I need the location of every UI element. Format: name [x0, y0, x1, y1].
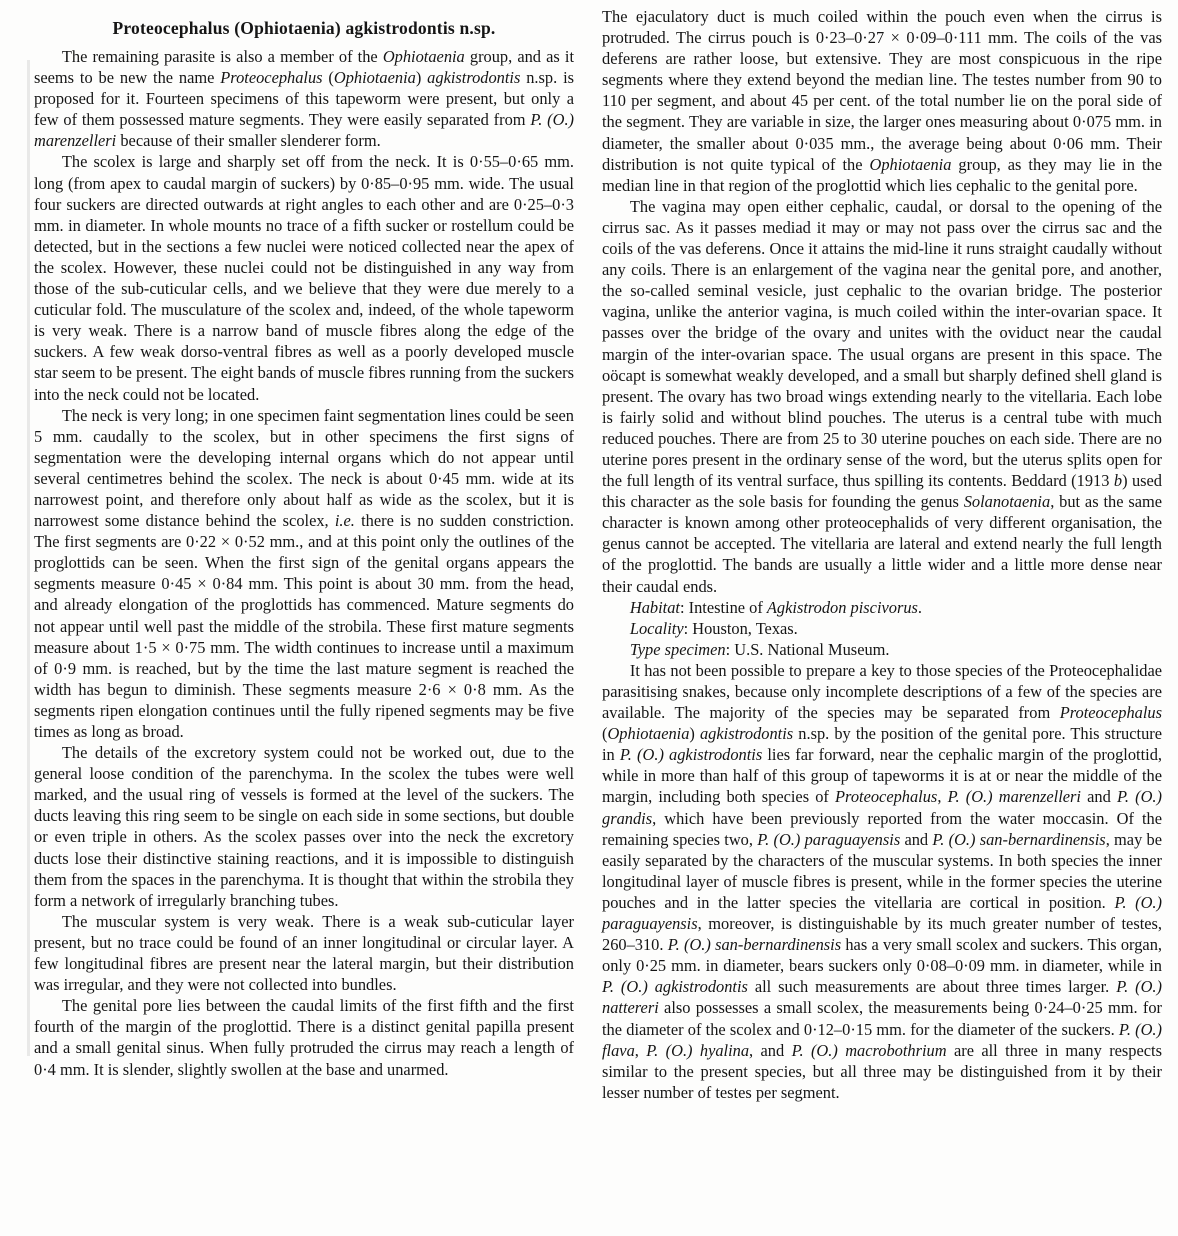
- italic-taxon-text: agkistrodontis: [427, 68, 521, 88]
- left-column-paragraphs: [34, 46, 574, 1080]
- italic-taxon-text: Habitat: [629, 597, 680, 617]
- taxon-entry-line: Type specimen: U.S. National Museum.: [629, 639, 890, 659]
- italic-taxon-text: Solanotaenia: [963, 492, 1051, 512]
- taxon-entry-line: Locality: Houston, Texas.: [629, 618, 798, 638]
- italic-taxon-text: Agkistrodon piscivorus: [766, 597, 918, 617]
- taxon-entry-line: Habitat: Intestine of Agkistrodon piscivorus.: [629, 597, 923, 617]
- italic-taxon-text: P. (O.) macrobothrium: [791, 1040, 947, 1060]
- italic-taxon-text: agkistrodontis: [699, 724, 794, 744]
- italic-taxon-text: Locality: [629, 618, 684, 638]
- italic-taxon-text: Ophiotaenia: [382, 47, 465, 66]
- paragraph: The vagina may open either cephalic, caudal, or dorsal to the opening of the cirrus sac. As it passes mediad it may or may not pass over the cirrus sac and the coils of the vas deferens. Once it attains the mid-line it runs straight caudally without any coils. There is an enlargement of the vagina near the genital pore, and another, the so-called seminal vesicle, just cephalic to the ovarian bridge. The posterior vagina, unlike the anterior vagina, is much coiled within the inter-ovarian space. It passes over the bridge of the ovary and unites with the oviduct near the caudal margin of the inter-ovarian space. The usual organs are present in this space. The oöcapt is somewhat weakly developed, and a small but sharply defined shell gland is present. The ovary has two broad wings extending nearly to the vitellaria. Each lobe is fairly solid and without blind pouches. The uterus is a central tube with much reduced pouches. There are from 25 to 30 uterine pouches on each side. There are no uterine pores present in the ordinary sense of the word, but the uterus splits open for the full length of its ventral surface, thus spilling its contents. Beddard (1913 b) used this character as the sole basis for founding the genus Solanotaenia, but as the same character is known among other proteocephalids of very different organisation, the genus cannot be accepted. The vitellaria are lateral and extend nearly the full length of the proglottid. The bands are usually a little wider and a little more dense near their caudal ends.: [602, 196, 1162, 596]
- paragraph: The genital pore lies between the caudal limits of the first fifth and the first fourth of the margin of the proglottid. There is a distinct genital papilla present and a small genital sinus. When fully protruded the cirrus may reach a length of 0·4 mm. It is slender, slightly swollen at the base and unarmed.: [34, 996, 574, 1079]
- italic-taxon-text: P. (O.) marenzelleri: [34, 110, 574, 151]
- paragraph: The muscular system is very weak. There is a weak sub-cuticular layer present, but no trace could be found of an inner longitudinal or circular layer. A few longitudinal fibres are present near the lateral margin, but their distribution was irregular, and they were not collected into bundles.: [34, 911, 574, 995]
- paragraph: The remaining parasite is also a member of the Ophiotaenia group, and as it seems to be new the name Proteocephalus (Ophiotaenia) agkistrodontis n.sp. is proposed for it. Fourteen specimens of this tapeworm were present, but only a few of them possessed mature segments. They were easily separated from P. (O.) marenzelleri because of their smaller slenderer form.: [34, 47, 575, 151]
- right-column-paragraphs: [602, 6, 1162, 1103]
- italic-taxon-text: Proteocephalus: [835, 787, 938, 807]
- italic-taxon-text: P. (O.) paraguayensis: [602, 892, 1162, 934]
- italic-taxon-text: Ophiotaenia: [607, 724, 690, 744]
- paragraph: The details of the excretory system could not be worked out, due to the general loose condition of the parenchyma. In the scolex the tubes were well marked, and the usual ring of vessels is formed at the level of the suckers. The ducts leaving this ring seem to be single on each side in some sections, but double or even triple in others. As the scolex passes over into the neck the excretory ducts lose their distinctive staining reactions, and it is impossible to distinguish them from the spaces in the parenchyma. It is thought that within the strobila they form a network of irregularly branching tubes.: [34, 743, 574, 910]
- italic-taxon-text: P. (O.) flava: [602, 1019, 1162, 1060]
- italic-taxon-text: Ophiotaenia: [333, 68, 416, 88]
- italic-taxon-text: P. (O.) marenzelleri: [947, 787, 1081, 807]
- paragraph: It has not been possible to prepare a key to those species of the Proteocephalidae parasitising snakes, because only incomplete descriptions of a few of the species are available. The majority of the species may be separated from Proteocephalus (Ophiotaenia) agkistrodontis n.sp. by the position of the genital pore. This structure in P. (O.) agkistrodontis lies far forward, near the cephalic margin of the proglottid, while in more than half of this group of tapeworms it is at or near the middle of the margin, including both species of Proteocephalus, P. (O.) marenzelleri and P. (O.) grandis, which have been previously reported from the water moccasin. Of the remaining species two, P. (O.) paraguayensis and P. (O.) san-bernardinensis, may be easily separated by the characters of the muscular systems. In both species the inner longitudinal layer of muscle fibres is present, while in the former species the uterine pouches and in the latter species the vitellaria are cortical in position. P. (O.) paraguayensis, moreover, is distinguishable by its much greater number of testes, 260–310. P. (O.) san-bernardinensis has a very small scolex and suckers. This organ, only 0·25 mm. in diameter, bears suckers only 0·08–0·09 mm. in diameter, while in P. (O.) agkistrodontis all such measurements are about three times larger. P. (O.) nattereri also possesses a small scolex, the measurements being 0·24–0·25 mm. for the diameter of the scolex and 0·12–0·15 mm. for the diameter of the suckers. P. (O.) flava, P. (O.) hyalina, and P. (O.) macrobothrium are all three in many respects similar to the present species, but all three may be distinguished from it by their lesser number of testes per segment.: [602, 660, 1162, 1102]
- paragraph: The ejaculatory duct is much coiled within the pouch even when the cirrus is protruded. The cirrus pouch is 0·23–0·27 × 0·09–0·111 mm. The coils of the vas deferens are rather loose, but extensive. They are most conspicuous in the ripe segments where they extend beyond the median line. The testes number from 90 to 110 per segment, and about 45 per cent. of the total number lie on the poral side of the segment. They are variable in size, the larger ones measuring about 0·075 mm. in diameter, the smaller about 0·035 mm., the average being about 0·06 mm. Their distribution is not quite typical of the Ophiotaenia group, as they may lie in the median line in that region of the proglottid which lies cephalic to the genital pore.: [602, 7, 1162, 195]
- left-column: [34, 6, 574, 1236]
- italic-taxon-text: P. (O.) grandis: [602, 787, 1162, 828]
- italic-taxon-text: P. (O.) san-bernardinensis: [932, 829, 1106, 849]
- right-column: [602, 6, 1162, 1236]
- species-heading: Proteocephalus (Ophiotaenia) agkistrodontis n.sp.: [112, 18, 496, 38]
- italic-taxon-text: P. (O.) nattereri: [602, 977, 1162, 1018]
- italic-taxon-text: i.e.: [334, 511, 355, 531]
- italic-taxon-text: b: [1113, 471, 1123, 491]
- italic-taxon-text: Type specimen: [629, 639, 726, 659]
- paragraph: The scolex is large and sharply set off from the neck. It is 0·55–0·65 mm. long (from apex to caudal margin of suckers) by 0·85–0·95 mm. wide. The usual four suckers are directed outwards at right angles to each other and are 0·25–0·3 mm. in diameter. In whole mounts no trace of a fifth sucker or rostellum could be detected, but in the sections a few nuclei were noticed collected near the apex of the scolex. However, these nuclei could not be distinguished in any way from those of the sub-cuticular cells, and we believe that they were due merely to a cuticular fold. The musculature of the scolex and, indeed, of the whole tapeworm is very weak. There is a narrow band of muscle fibres along the edge of the suckers. A few weak dorso-ventral fibres as well as a poorly developed muscle star seem to be present. The eight bands of muscle fibres running from the suckers into the neck could not be located.: [34, 152, 574, 404]
- italic-taxon-text: P. (O.) agkistrodontis: [619, 745, 763, 765]
- italic-taxon-text: Proteocephalus: [220, 68, 323, 88]
- paragraph: The neck is very long; in one specimen faint segmentation lines could be seen 5 mm. caudally to the scolex, but in other specimens the first signs of segmentation were the developing internal organs which do not appear until several centimetres behind the scolex. The neck is about 0·45 mm. wide at its narrowest point, and therefore only about half as wide as the scolex, but it is narrowest some distance behind the scolex, i.e. there is no sudden constriction. The first segments are 0·22 × 0·52 mm., and at this point only the outlines of the proglottids can be seen. When the first sign of the genital organs appears the segments measure 0·45 × 0·84 mm. This point is about 30 mm. from the head, and already elongation of the proglottids has commenced. Mature segments do not appear until well past the middle of the strobila. These first mature segments measure about 1·5 × 0·75 mm. The width continues to increase until a maximum of 0·9 mm. is reached, but by the time the last mature segment is reached the width has begun to diminish. These segments measure 2·6 × 0·8 mm. As the segments ripen elongation continues until the fully ripened segments may be five times as long as broad.: [34, 405, 574, 741]
- italic-taxon-text: P. (O.) agkistrodontis: [602, 977, 748, 997]
- italic-taxon-text: Ophiotaenia: [869, 154, 952, 174]
- italic-taxon-text: Proteocephalus: [1059, 703, 1162, 723]
- italic-taxon-text: P. (O.) paraguayensis: [757, 829, 901, 849]
- italic-taxon-text: P. (O.) san-bernardinensis: [667, 935, 842, 955]
- italic-taxon-text: P. (O.) hyalina: [646, 1040, 750, 1060]
